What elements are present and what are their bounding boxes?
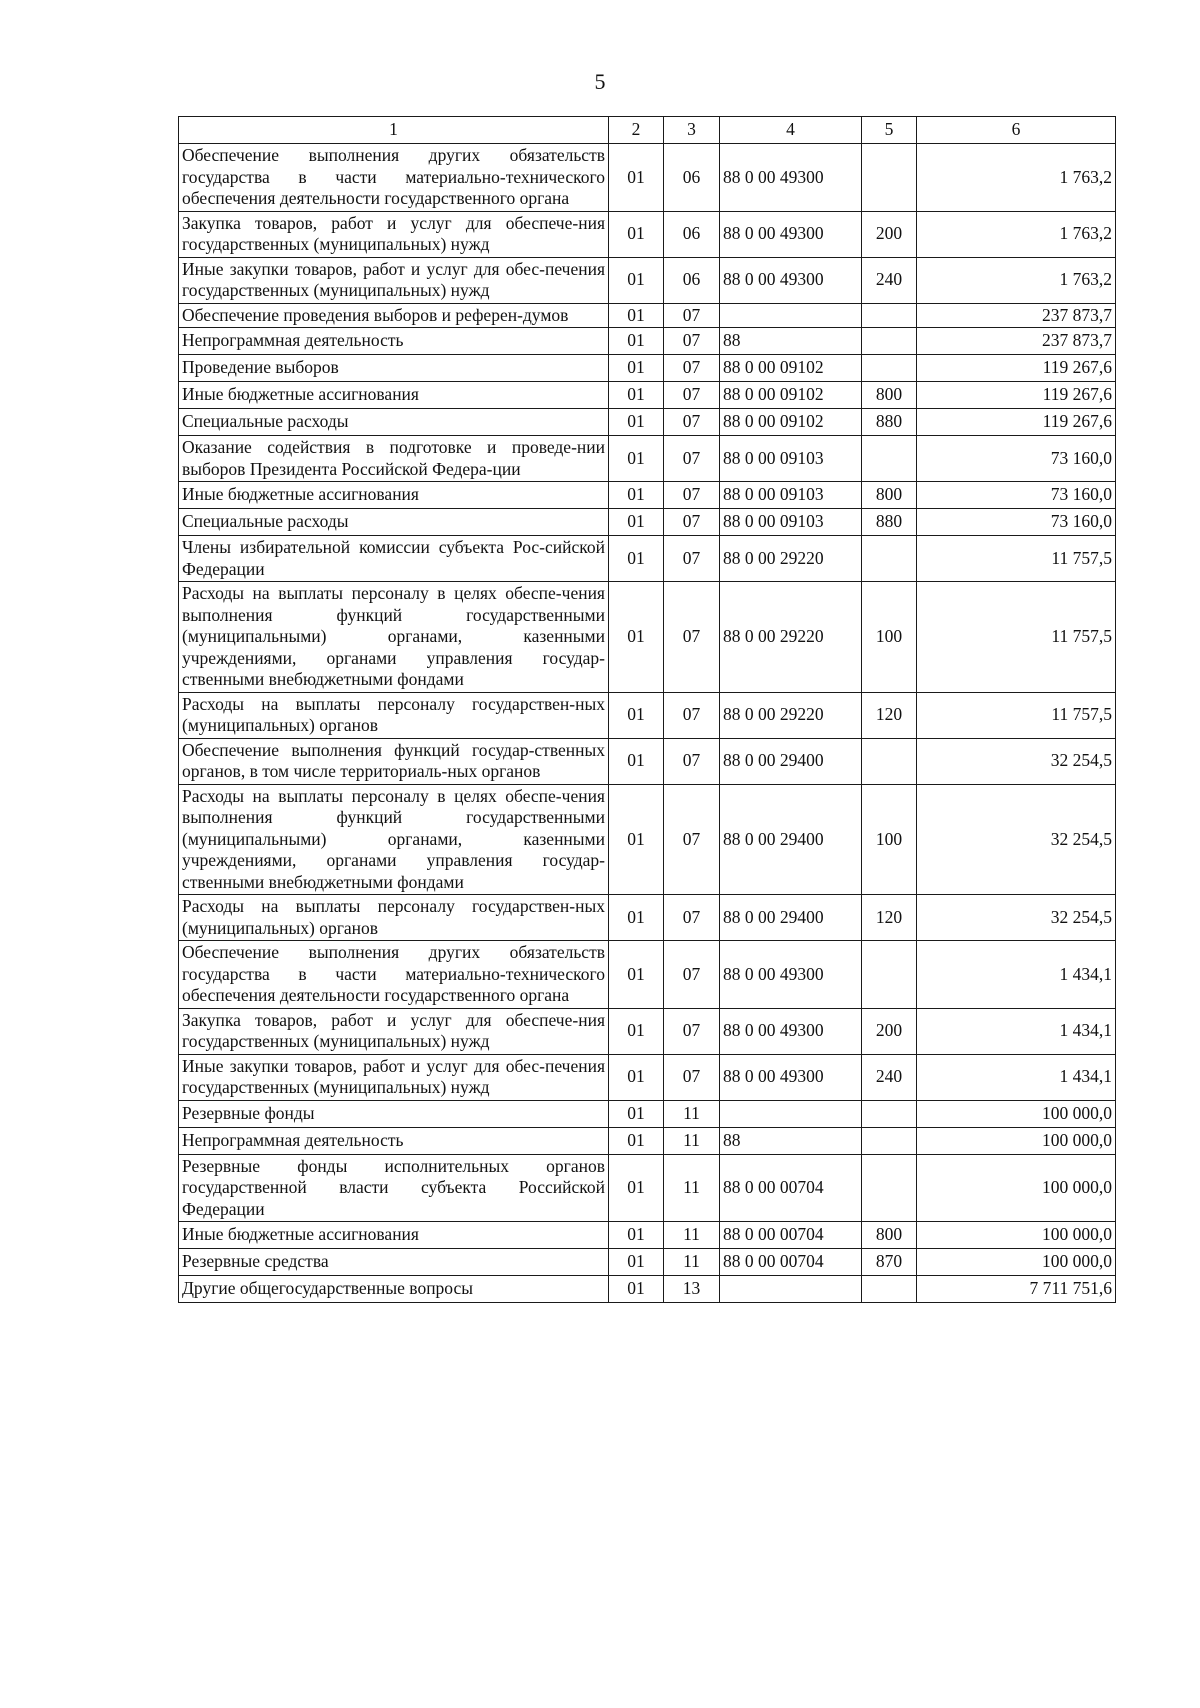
row-subsection: 07 (664, 509, 720, 536)
row-amount: 11 757,5 (917, 582, 1116, 693)
row-amount: 100 000,0 (917, 1100, 1116, 1127)
row-name: Обеспечение выполнения других обязательств государства в части материально-технического обеспечения деятельности государственного органа (179, 941, 609, 1009)
row-amount: 1 434,1 (917, 941, 1116, 1009)
row-target-article: 88 (720, 1127, 862, 1154)
row-subsection: 07 (664, 1054, 720, 1100)
table-row (179, 1100, 1116, 1127)
row-expense-type: 240 (862, 257, 917, 303)
header-col-2: 2 (609, 117, 664, 144)
row-expense-type: 200 (862, 211, 917, 257)
row-section: 01 (609, 382, 664, 409)
row-name: Члены избирательной комиссии субъекта Рос-сийской Федерации (179, 536, 609, 582)
row-section: 01 (609, 436, 664, 482)
row-section: 01 (609, 1054, 664, 1100)
table-row (179, 409, 1116, 436)
row-amount: 1 434,1 (917, 1008, 1116, 1054)
row-section: 01 (609, 895, 664, 941)
row-expense-type: 880 (862, 509, 917, 536)
table-row (179, 144, 1116, 212)
row-expense-type: 240 (862, 1054, 917, 1100)
row-subsection: 07 (664, 784, 720, 895)
table-row (179, 692, 1116, 738)
row-section: 01 (609, 144, 664, 212)
table-row (179, 303, 1116, 328)
row-name: Иные закупки товаров, работ и услуг для обес-печения государственных (муниципальных) нужд (179, 257, 609, 303)
row-target-article: 88 0 00 29220 (720, 582, 862, 693)
table-row (179, 482, 1116, 509)
row-target-article: 88 0 00 29220 (720, 692, 862, 738)
row-target-article: 88 0 00 49300 (720, 144, 862, 212)
table-row (179, 784, 1116, 895)
row-expense-type (862, 1154, 917, 1222)
row-amount: 11 757,5 (917, 692, 1116, 738)
header-col-1: 1 (179, 117, 609, 144)
row-expense-type: 200 (862, 1008, 917, 1054)
row-target-article: 88 0 00 09103 (720, 509, 862, 536)
row-section: 01 (609, 211, 664, 257)
row-name: Иные закупки товаров, работ и услуг для обес-печения государственных (муниципальных) нужд (179, 1054, 609, 1100)
row-expense-type (862, 1100, 917, 1127)
row-expense-type: 100 (862, 784, 917, 895)
row-target-article: 88 0 00 49300 (720, 257, 862, 303)
table-row (179, 895, 1116, 941)
row-expense-type: 800 (862, 382, 917, 409)
row-amount: 100 000,0 (917, 1222, 1116, 1249)
row-expense-type (862, 355, 917, 382)
row-target-article: 88 0 00 29220 (720, 536, 862, 582)
row-target-article: 88 0 00 49300 (720, 1008, 862, 1054)
row-section: 01 (609, 1008, 664, 1054)
row-section: 01 (609, 784, 664, 895)
table-row (179, 582, 1116, 693)
row-name: Обеспечение выполнения других обязательств государства в части материально-технического обеспечения деятельности государственного органа (179, 144, 609, 212)
row-amount: 1 434,1 (917, 1054, 1116, 1100)
row-subsection: 11 (664, 1249, 720, 1276)
row-target-article: 88 0 00 29400 (720, 895, 862, 941)
row-section: 01 (609, 355, 664, 382)
row-amount: 100 000,0 (917, 1154, 1116, 1222)
row-section: 01 (609, 1249, 664, 1276)
row-subsection: 11 (664, 1100, 720, 1127)
row-target-article: 88 0 00 09103 (720, 482, 862, 509)
row-subsection: 06 (664, 257, 720, 303)
row-name: Закупка товаров, работ и услуг для обеспече-ния государственных (муниципальных) нужд (179, 211, 609, 257)
row-amount: 32 254,5 (917, 784, 1116, 895)
row-subsection: 07 (664, 482, 720, 509)
row-expense-type (862, 436, 917, 482)
row-amount: 11 757,5 (917, 536, 1116, 582)
row-subsection: 06 (664, 211, 720, 257)
row-expense-type: 100 (862, 582, 917, 693)
row-target-article: 88 0 00 49300 (720, 941, 862, 1009)
row-name: Обеспечение выполнения функций государ-ственных органов, в том числе территориаль-ных органов (179, 738, 609, 784)
row-name: Другие общегосударственные вопросы (179, 1276, 609, 1303)
row-amount: 237 873,7 (917, 303, 1116, 328)
table-header-row (179, 117, 1116, 144)
row-amount: 32 254,5 (917, 738, 1116, 784)
row-name: Расходы на выплаты персоналу в целях обеспе-чения выполнения функций государственными (муниципальными) органами, казенными учреждениями, органами управления государ-ственными внебюджетными фондами (179, 582, 609, 693)
row-expense-type: 120 (862, 692, 917, 738)
row-subsection: 13 (664, 1276, 720, 1303)
row-section: 01 (609, 1154, 664, 1222)
table-row (179, 1249, 1116, 1276)
row-amount: 119 267,6 (917, 409, 1116, 436)
row-subsection: 11 (664, 1154, 720, 1222)
row-target-article: 88 0 00 29400 (720, 784, 862, 895)
table-row (179, 382, 1116, 409)
row-name: Непрограммная деятельность (179, 1127, 609, 1154)
row-target-article (720, 1100, 862, 1127)
row-section: 01 (609, 738, 664, 784)
table-row (179, 211, 1116, 257)
row-amount: 73 160,0 (917, 509, 1116, 536)
row-subsection: 07 (664, 355, 720, 382)
row-amount: 73 160,0 (917, 482, 1116, 509)
row-section: 01 (609, 1276, 664, 1303)
row-section: 01 (609, 1100, 664, 1127)
row-target-article: 88 (720, 328, 862, 355)
row-subsection: 07 (664, 941, 720, 1009)
row-name: Специальные расходы (179, 509, 609, 536)
row-section: 01 (609, 692, 664, 738)
table-row (179, 738, 1116, 784)
row-expense-type: 800 (862, 1222, 917, 1249)
row-section: 01 (609, 1222, 664, 1249)
table-row (179, 536, 1116, 582)
row-target-article (720, 303, 862, 328)
row-name: Резервные фонды (179, 1100, 609, 1127)
header-col-5: 5 (862, 117, 917, 144)
row-section: 01 (609, 409, 664, 436)
row-section: 01 (609, 482, 664, 509)
table-row (179, 1276, 1116, 1303)
row-target-article: 88 0 00 09103 (720, 436, 862, 482)
row-amount: 7 711 751,6 (917, 1276, 1116, 1303)
row-section: 01 (609, 509, 664, 536)
table-row (179, 1222, 1116, 1249)
header-col-4: 4 (720, 117, 862, 144)
row-subsection: 07 (664, 303, 720, 328)
row-target-article: 88 0 00 09102 (720, 355, 862, 382)
row-name: Расходы на выплаты персоналу в целях обеспе-чения выполнения функций государственными (муниципальными) органами, казенными учреждениями, органами управления государ-ственными внебюджетными фондами (179, 784, 609, 895)
row-amount: 237 873,7 (917, 328, 1116, 355)
row-amount: 119 267,6 (917, 382, 1116, 409)
row-expense-type (862, 941, 917, 1009)
row-target-article: 88 0 00 00704 (720, 1154, 862, 1222)
row-expense-type (862, 328, 917, 355)
table-row (179, 436, 1116, 482)
row-amount: 1 763,2 (917, 211, 1116, 257)
table-row (179, 1154, 1116, 1222)
row-expense-type (862, 738, 917, 784)
row-subsection: 07 (664, 1008, 720, 1054)
row-amount: 100 000,0 (917, 1127, 1116, 1154)
row-section: 01 (609, 1127, 664, 1154)
row-subsection: 07 (664, 328, 720, 355)
row-target-article: 88 0 00 49300 (720, 211, 862, 257)
row-name: Иные бюджетные ассигнования (179, 382, 609, 409)
row-section: 01 (609, 328, 664, 355)
row-name: Обеспечение проведения выборов и референ-думов (179, 303, 609, 328)
row-subsection: 07 (664, 436, 720, 482)
row-target-article: 88 0 00 09102 (720, 382, 862, 409)
row-subsection: 06 (664, 144, 720, 212)
budget-table (178, 116, 1116, 1303)
row-target-article: 88 0 00 09102 (720, 409, 862, 436)
row-expense-type (862, 536, 917, 582)
header-col-6: 6 (917, 117, 1116, 144)
page-number: 5 (594, 69, 606, 94)
table-row (179, 941, 1116, 1009)
row-expense-type: 880 (862, 409, 917, 436)
row-name: Иные бюджетные ассигнования (179, 1222, 609, 1249)
row-section: 01 (609, 582, 664, 693)
table-row (179, 1127, 1116, 1154)
row-subsection: 07 (664, 895, 720, 941)
row-subsection: 07 (664, 382, 720, 409)
row-expense-type (862, 1127, 917, 1154)
row-amount: 32 254,5 (917, 895, 1116, 941)
row-name: Закупка товаров, работ и услуг для обеспече-ния государственных (муниципальных) нужд (179, 1008, 609, 1054)
row-section: 01 (609, 303, 664, 328)
row-subsection: 07 (664, 692, 720, 738)
row-subsection: 07 (664, 536, 720, 582)
row-amount: 1 763,2 (917, 144, 1116, 212)
row-name: Резервные средства (179, 1249, 609, 1276)
row-section: 01 (609, 941, 664, 1009)
row-name: Иные бюджетные ассигнования (179, 482, 609, 509)
row-name: Резервные фонды исполнительных органов государственной власти субъекта Российской Федерации (179, 1154, 609, 1222)
row-expense-type: 870 (862, 1249, 917, 1276)
row-expense-type: 120 (862, 895, 917, 941)
row-name: Непрограммная деятельность (179, 328, 609, 355)
row-target-article: 88 0 00 00704 (720, 1249, 862, 1276)
table-row (179, 509, 1116, 536)
row-subsection: 07 (664, 738, 720, 784)
row-expense-type (862, 1276, 917, 1303)
row-section: 01 (609, 536, 664, 582)
row-name: Оказание содействия в подготовке и проведе-нии выборов Президента Российской Федера-ции (179, 436, 609, 482)
row-name: Расходы на выплаты персоналу государствен-ных (муниципальных) органов (179, 895, 609, 941)
table-row (179, 1008, 1116, 1054)
row-amount: 100 000,0 (917, 1249, 1116, 1276)
row-subsection: 07 (664, 582, 720, 693)
row-subsection: 07 (664, 409, 720, 436)
row-expense-type: 800 (862, 482, 917, 509)
table-row (179, 257, 1116, 303)
header-col-3: 3 (664, 117, 720, 144)
row-name: Расходы на выплаты персоналу государствен-ных (муниципальных) органов (179, 692, 609, 738)
row-name: Специальные расходы (179, 409, 609, 436)
table-row (179, 355, 1116, 382)
table-row (179, 328, 1116, 355)
row-name: Проведение выборов (179, 355, 609, 382)
row-amount: 119 267,6 (917, 355, 1116, 382)
row-target-article (720, 1276, 862, 1303)
row-expense-type (862, 144, 917, 212)
row-amount: 73 160,0 (917, 436, 1116, 482)
row-target-article: 88 0 00 29400 (720, 738, 862, 784)
row-amount: 1 763,2 (917, 257, 1116, 303)
row-subsection: 11 (664, 1222, 720, 1249)
row-target-article: 88 0 00 00704 (720, 1222, 862, 1249)
row-section: 01 (609, 257, 664, 303)
row-subsection: 11 (664, 1127, 720, 1154)
table-row (179, 1054, 1116, 1100)
row-target-article: 88 0 00 49300 (720, 1054, 862, 1100)
table-body (179, 144, 1116, 1303)
row-expense-type (862, 303, 917, 328)
